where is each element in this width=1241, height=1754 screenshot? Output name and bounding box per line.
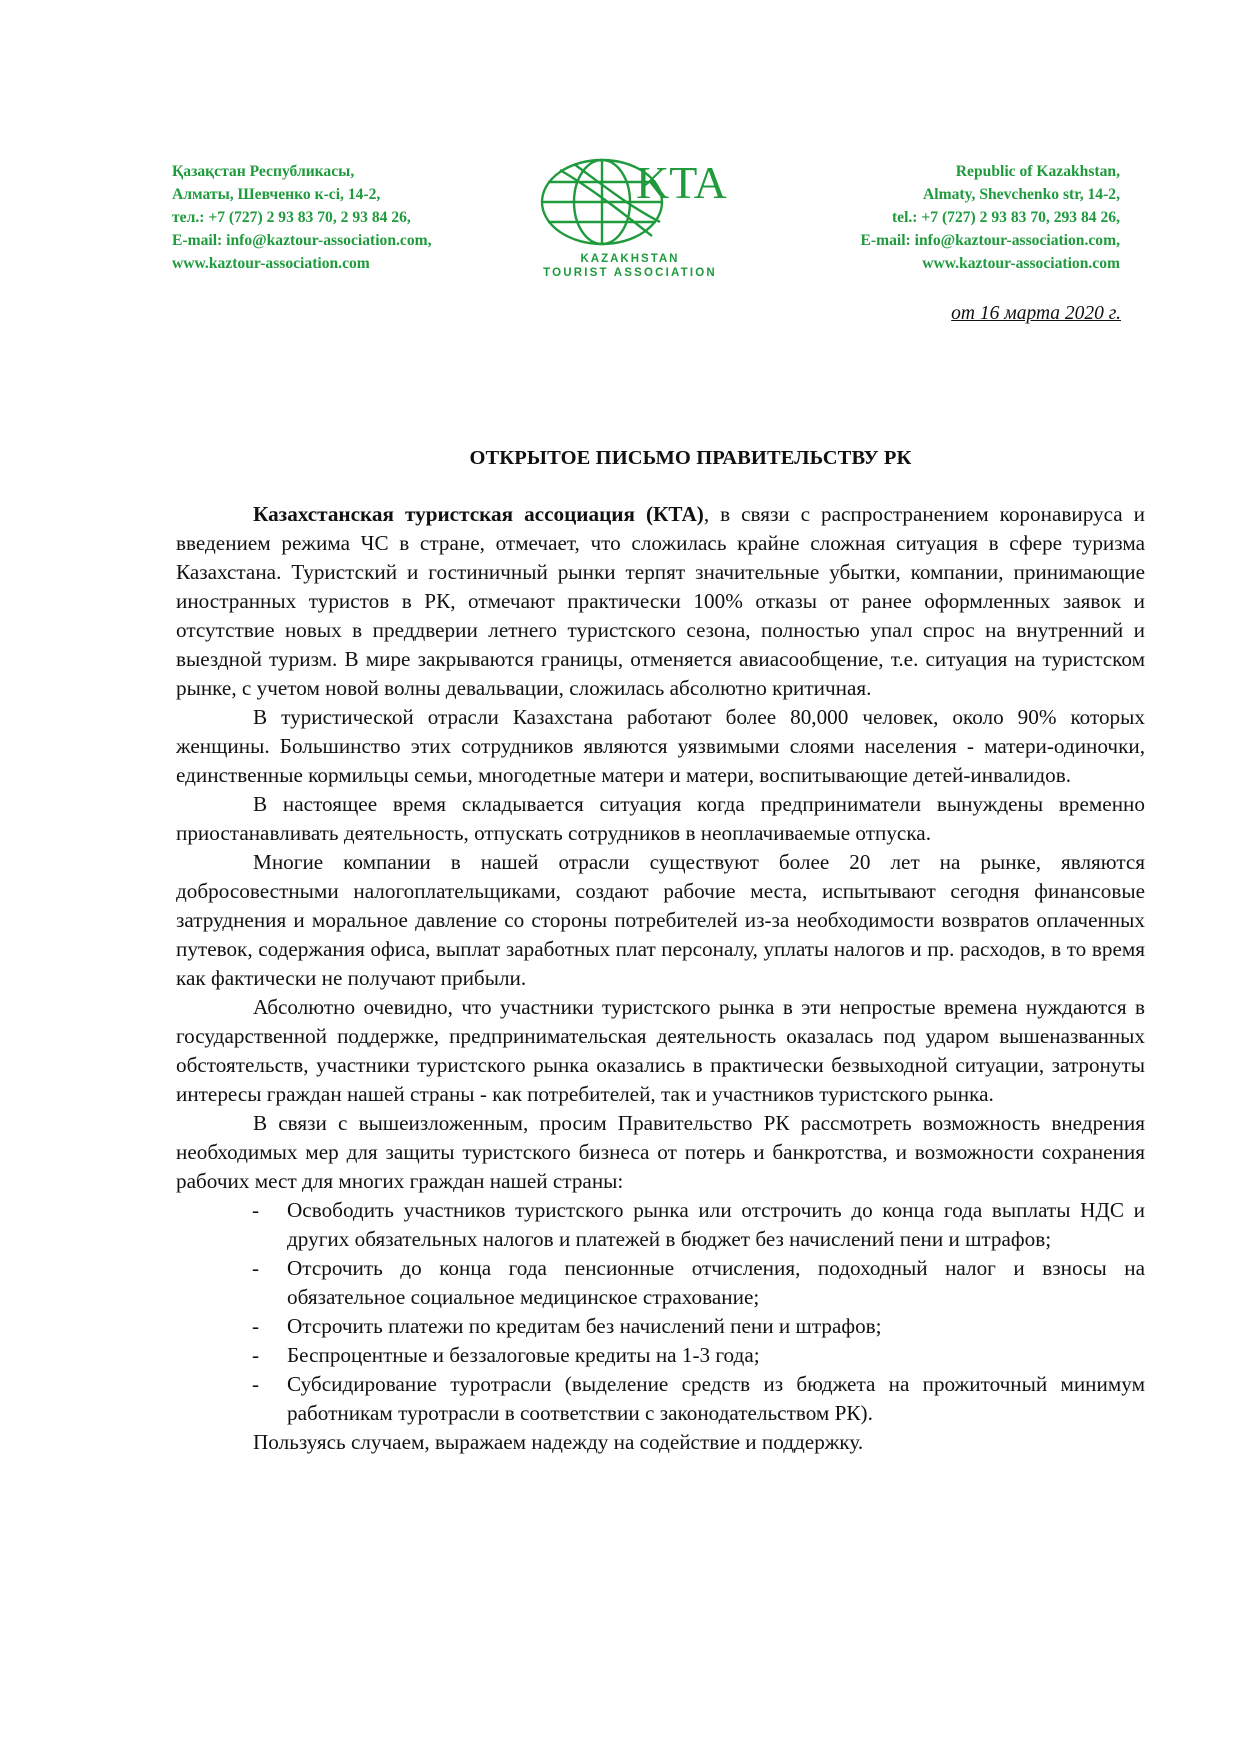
logo-line2: TOURIST ASSOCIATION	[543, 267, 717, 279]
header-country-en: Republic of Kazakhstan,	[955, 163, 1120, 180]
letter-title	[0, 447, 1241, 470]
paragraph-1-bold: Казахстанская туристская ассоциация (КТА)	[253, 502, 704, 526]
list-item-text: Освободить участников туристского рынка или отстрочить до конца года выплаты НДС и других обязательных налогов и платежей в бюджет без начислений пени и штрафов;	[287, 1198, 1145, 1251]
letter-body	[176, 500, 1145, 1457]
paragraph-3: В настоящее время складывается ситуация когда предприниматели вынуждены временно приостанавливать деятельность, отпускать сотрудников в неоплачиваемые отпуска.	[176, 792, 1145, 845]
list-item-text: Беспроцентные и беззалоговые кредиты на 1-3 года;	[287, 1343, 760, 1367]
list-item	[176, 1341, 1145, 1370]
list-item-text: Отсрочить платежи по кредитам без начислений пени и штрафов;	[287, 1314, 882, 1338]
header-website-en[interactable]: www.kaztour-association.com	[922, 255, 1120, 272]
measures-list	[176, 1196, 1145, 1428]
header-phone-en: tel.: +7 (727) 2 93 83 70, 293 84 26,	[891, 209, 1120, 226]
list-item-text: Субсидирование туротрасли (выделение средств из бюджета на прожиточный минимум работникам туротрасли в соответствии с законодательством РК).	[287, 1372, 1145, 1425]
header-contacts-kazakh	[172, 160, 432, 275]
closing-line: Пользуясь случаем, выражаем надежду на содействие и поддержку.	[253, 1430, 864, 1454]
header-email[interactable]: E-mail: info@kaztour-association.com,	[172, 232, 432, 249]
letter-title-text: ОТКРЫТОЕ ПИСЬМО ПРАВИТЕЛЬСТВУ РК	[469, 447, 912, 469]
list-item	[176, 1312, 1145, 1341]
paragraph-1	[176, 500, 1145, 703]
list-dash: -	[252, 1256, 260, 1280]
paragraph-6: В связи с вышеизложенным, просим Правительство РК рассмотреть возможность внедрения необходимых мер для защиты туристского бизнеса от потерь и банкротства, и возможности сохранения рабочих мест для многих граждан нашей страны:	[176, 1111, 1145, 1193]
list-item	[176, 1370, 1145, 1428]
header-contacts-english	[860, 160, 1120, 275]
kta-logo	[524, 150, 734, 280]
header-email-en[interactable]: E-mail: info@kaztour-association.com,	[860, 232, 1120, 249]
header-address: Алматы, Шевченко к-сi, 14-2,	[172, 186, 381, 203]
header-country: Қазақстан Республикасы,	[172, 163, 355, 180]
list-item	[176, 1196, 1145, 1254]
letter-date: от 16 марта 2020 г.	[951, 303, 1121, 324]
header-phone: тел.: +7 (727) 2 93 83 70, 2 93 84 26,	[172, 209, 411, 226]
paragraph-2: В туристической отрасли Казахстана работают более 80,000 человек, около 90% которых женщины. Большинство этих сотрудников являются уязвимыми слоями населения - матери-одиночки, единственные кормильцы семьи, многодетные матери и матери, воспитывающие детей-инвалидов.	[176, 705, 1145, 787]
paragraph-4: Многие компании в нашей отрасли существуют более 20 лет на рынке, являются добросовестными налогоплательщиками, создают рабочие места, испытывают сегодня финансовые затруднения и моральное давление со стороны потребителей из-за необходимости возвратов оплаченных путевок, содержания офиса, выплат заработных плат персоналу, уплаты налогов и пр. расходов, в то время как фактически не получают прибыли.	[176, 850, 1145, 990]
header-website[interactable]: www.kaztour-association.com	[172, 255, 370, 272]
list-item	[176, 1254, 1145, 1312]
list-dash: -	[252, 1314, 260, 1338]
list-dash: -	[252, 1372, 260, 1396]
logo-line1: KAZAKHSTAN	[580, 253, 680, 265]
list-dash: -	[252, 1198, 260, 1222]
logo-abbr: KTA	[636, 157, 727, 208]
list-item-text: Отсрочить до конца года пенсионные отчисления, подоходный налог и взносы на обязательное социальное медицинское страхование;	[287, 1256, 1145, 1309]
paragraph-5: Абсолютно очевидно, что участники туристского рынка в эти непростые времена нуждаются в государственной поддержке, предпринимательская деятельность оказалась под ударом вышеназванных обстоятельств, участники туристского рынка оказались в практически безвыходной ситуации, затронуты интересы граждан нашей страны - как потребителей, так и участников туристского рынка.	[176, 995, 1145, 1106]
paragraph-1-text: , в связи с распространением коронавируса и введением режима ЧС в стране, отмечает, что сложилась крайне сложная ситуация в сфере туризма Казахстана. Туристский и гостиничный рынки терпят значительные убытки, компании, принимающие иностранных туристов в РК, отмечают практически 100% отказы от ранее оформленных заявок и отсутствие новых в преддверии летнего туристского сезона, полностью упал спрос на внутренний и выездной туризм. В мире закрываются границы, отменяется авиасообщение, т.е. ситуация на туристском рынке, с учетом новой волны девальвации, сложилась абсолютно критичная.	[176, 502, 1145, 700]
list-dash: -	[252, 1343, 260, 1367]
header-address-en: Almaty, Shevchenko str, 14-2,	[923, 186, 1120, 203]
